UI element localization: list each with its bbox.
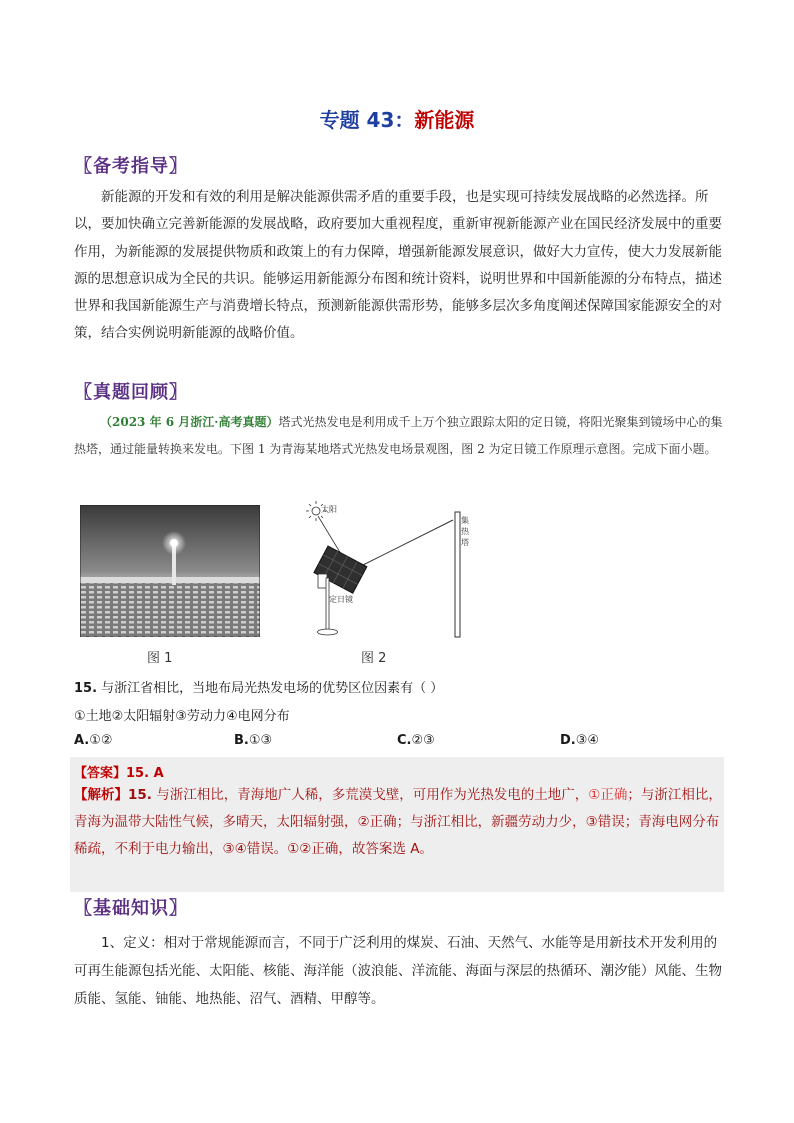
analysis-text: 【解析】15. 与浙江相比，青海地广人稀，多荒漠戈壁，可用作为光热发电的土地广，①正确；与浙江相比，青海为温带大陆性气候，多晴天，太阳辐射强，②正确；与浙江相比，新疆劳动力少，③错误；青海电网分布稀疏，不利于电力输出，③④错误。①②正确，故答案选 A。 xyxy=(74,787,722,857)
figure-2-mirror-label: 定日镜 xyxy=(329,595,353,604)
figure-1-label: 图 1 xyxy=(147,651,173,666)
option-b: B.①③ xyxy=(234,733,273,748)
section-heading-guide: 〖备考指导〗 xyxy=(74,156,188,177)
figure-2-sun-label: 太阳 xyxy=(321,505,337,514)
question-intro-text: 塔式光热发电是利用成千上万个独立跟踪太阳的定日镜，将阳光聚集到镜场中心的集热塔，通过能量转换来发电。下图 1 为青海某地塔式光热发电场景观图，图 2 为定日镜工作原理示意图。完成下面小题。 xyxy=(74,415,723,456)
figure-1-photo xyxy=(80,505,260,637)
question-stem: 15. 与浙江省相比，当地布局光热发电场的优势区位因素有（ ） xyxy=(74,681,444,696)
question-number: 15. xyxy=(74,681,98,696)
title-main: 新能源 xyxy=(414,108,475,132)
question-items: ①土地②太阳辐射③劳动力④电网分布 xyxy=(74,709,290,724)
figure-2-tower-label: 集 热 塔 xyxy=(461,516,469,547)
option-c: C.②③ xyxy=(397,733,435,748)
page-title xyxy=(0,104,794,133)
figure-2-diagram xyxy=(303,498,473,640)
section-heading-basics: 〖基础知识〗 xyxy=(74,898,188,919)
section-heading-review: 〖真题回顾〗 xyxy=(74,382,188,403)
option-a: A.①② xyxy=(74,733,113,748)
definition-paragraph: 1、定义：相对于常规能源而言，不同于广泛利用的煤炭、石油、天然气、水能等是用新技术开发利用的可再生能源包括光能、太阳能、核能、海洋能（波浪能、洋流能、海面与深层的热循环、潮汐能）风能、生物质能、氢能、铀能、地热能、沼气、酒精、甲醇等。 xyxy=(74,935,722,1007)
title-prefix: 专题 43： xyxy=(319,108,415,132)
guide-paragraph: 新能源的开发和有效的利用是解决能源供需矛盾的重要手段，也是实现可持续发展战略的必然选择。所以，要加快确立完善新能源的发展战略，政府要加大重视程度，重新审视新能源产业在国民经济发展中的重要作用，为新能源的发展提供物质和政策上的有力保障，增强新能源发展意识，做好大力宣传，使大力发展新能源的思想意识成为全民的共识。能够运用新能源分布图和统计资料，说明世界和中国新能源的分布特点，描述世界和我国新能源生产与消费增长特点，预测新能源供需形势，能够多层次多角度阐述保障国家能源安全的对策，结合实例说明新能源的战略价值。 xyxy=(74,189,722,342)
question-source: （2023 年 6 月浙江·高考真题） xyxy=(100,415,279,429)
answer-line: 【答案】15. A xyxy=(74,766,164,781)
option-d: D.③④ xyxy=(560,733,600,748)
question-intro xyxy=(74,409,724,463)
figure-2-label: 图 2 xyxy=(361,651,387,666)
